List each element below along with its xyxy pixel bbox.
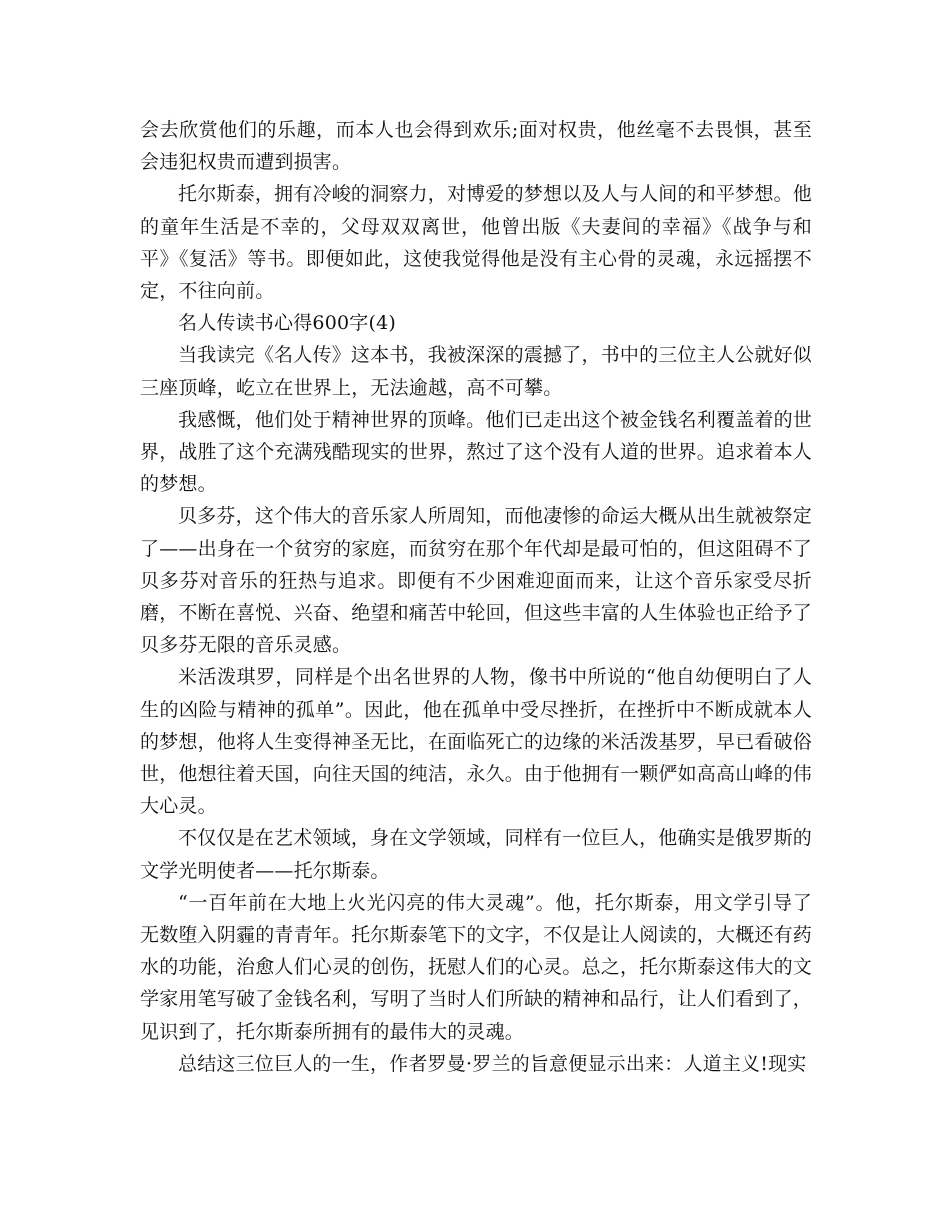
document-body [140, 114, 812, 1080]
paragraph-tolstoy-summary: 托尔斯泰，拥有冷峻的洞察力，对博爱的梦想以及人与人间的和平梦想。他的童年生活是不幸的，父母双双离世，他曾出版《夫妻间的幸福》《战争与和平》《复活》等书。即便如此，这使我觉得他是没有主心骨的灵魂，永远摇摆不定，不往向前。 [140, 183, 812, 303]
paragraph-continuation: 会去欣赏他们的乐趣，而本人也会得到欢乐;面对权贵，他丝毫不去畏惧，甚至会违犯权贵而遭到损害。 [140, 119, 812, 174]
paragraph-literature: 不仅仅是在艺术领域，身在文学领域，同样有一位巨人，他确实是俄罗斯的文学光明使者——托尔斯泰。 [140, 827, 812, 882]
paragraph-conclusion: 总结这三位巨人的一生，作者罗曼·罗兰的旨意便显示出来：人道主义!现实 [178, 1052, 807, 1075]
section-heading: 名人传读书心得600字(4) [178, 312, 396, 335]
paragraph-tolstoy-quote: “一百年前在大地上火光闪亮的伟大灵魂”。他，托尔斯泰，用文学引导了无数堕入阴霾的青青年。托尔斯泰笔下的文字，不仅是让人阅读的，大概还有药水的功能，治愈人们心灵的创伤，抚慰人们的心灵。总之，托尔斯泰这伟大的文学家用笔写破了金钱名利，写明了当时人们所缺的精神和品行，让人们看到了，见识到了，托尔斯泰所拥有的最伟大的灵魂。 [140, 891, 813, 1043]
paragraph-intro: 当我读完《名人传》这本书，我被深深的震撼了，书中的三位主人公就好似三座顶峰，屹立在世界上，无法逾越，高不可攀。 [140, 344, 812, 399]
paragraph-michelangelo: 米活泼琪罗，同样是个出名世界的人物，像书中所说的“他自幼便明白了人生的凶险与精神的孤单”。因此，他在孤单中受尽挫折，在挫折中不断成就本人的梦想，他将人生变得神圣无比，在面临死亡的边缘的米活泼基罗，早已看破俗世，他想往着天国，向往天国的纯洁，永久。由于他拥有一颗俨如高高山峰的伟大心灵。 [140, 666, 813, 818]
paragraph-beethoven: 贝多芬，这个伟大的音乐家人所周知，而他凄惨的命运大概从出生就被祭定了——出身在一个贫穷的家庭，而贫穷在那个年代却是最可怕的，但这阻碍不了贝多芬对音乐的狂热与追求。即便有不少困难迎面而来，让这个音乐家受尽折磨，不断在喜悦、兴奋、绝望和痛苦中轮回，但这些丰富的人生体验也正给予了贝多芬无限的音乐灵感。 [140, 505, 813, 657]
paragraph-reflection: 我感慨，他们处于精神世界的顶峰。他们已走出这个被金钱名利覆盖着的世界，战胜了这个充满残酷现实的世界，熬过了这个没有人道的世界。追求着本人的梦想。 [140, 408, 813, 496]
